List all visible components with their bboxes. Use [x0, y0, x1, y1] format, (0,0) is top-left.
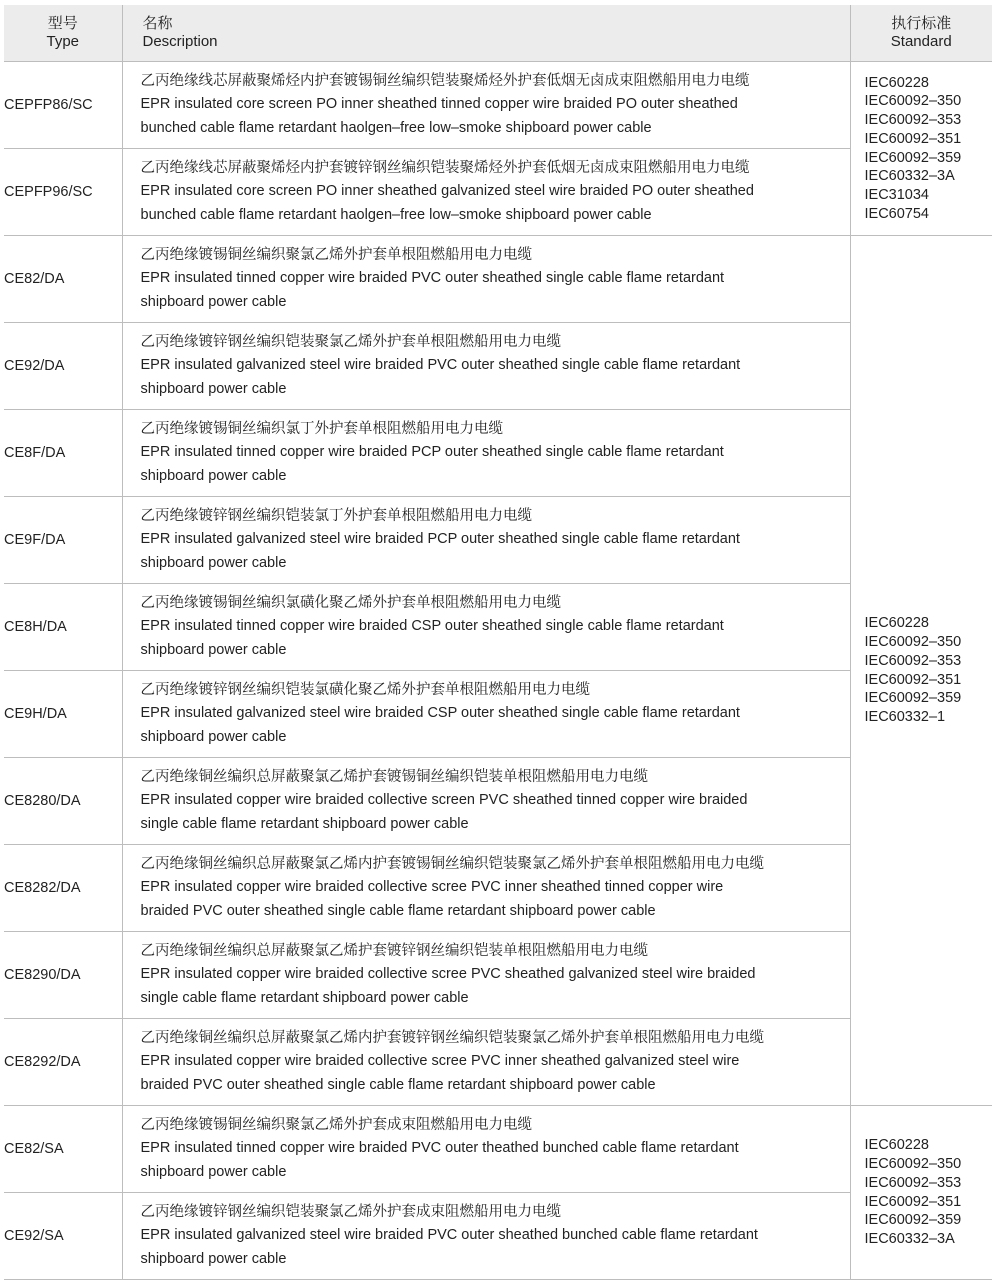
cable-description [122, 323, 850, 410]
table-row [4, 758, 992, 845]
cable-type-code: CE8280/DA [4, 758, 122, 845]
standard-group [850, 1106, 992, 1280]
description-line-zh: 乙丙绝缘铜丝编织总屏蔽聚氯乙烯护套镀锌钢丝编织铠装单根阻燃船用电力电缆 [140, 942, 648, 959]
standard-item: IEC60092–359 [864, 149, 962, 166]
description-line-en: shipboard power cable [140, 728, 287, 745]
cable-description [122, 1193, 850, 1280]
header-type-en: Type [46, 33, 80, 50]
standard-item: IEC60092–350 [864, 1156, 962, 1173]
cable-type-code: CE9F/DA [4, 497, 122, 584]
description-line-en: single cable flame retardant shipboard power cable [140, 815, 469, 832]
standard-item: IEC60092–353 [864, 1174, 962, 1191]
description-line-zh: 乙丙绝缘线芯屏蔽聚烯烃内护套镀锡铜丝编织铠装聚烯烃外护套低烟无卤成束阻燃船用电力电缆 [140, 72, 750, 89]
standard-item: IEC60092–353 [864, 112, 962, 129]
standard-item: IEC60754 [864, 205, 929, 222]
description-line-en: shipboard power cable [140, 380, 287, 397]
cable-type-code: CE8F/DA [4, 410, 122, 497]
description-line-zh: 乙丙绝缘镀锌钢丝编织铠装氯丁外护套单根阻燃船用电力电缆 [140, 507, 532, 524]
cable-description [122, 1019, 850, 1106]
cable-description [122, 1106, 850, 1193]
description-line-en: bunched cable flame retardant haolgen–free low–smoke shipboard power cable [140, 206, 652, 223]
table-body [4, 62, 992, 1280]
table-row [4, 1019, 992, 1106]
cable-type-code: CE9H/DA [4, 671, 122, 758]
cable-description [122, 758, 850, 845]
table-row [4, 149, 992, 236]
description-line-en: EPR insulated copper wire braided collective scree PVC inner sheathed tinned copper wire [140, 879, 724, 896]
standard-group [850, 62, 992, 236]
description-line-zh: 乙丙绝缘镀锌钢丝编织铠装聚氯乙烯外护套单根阻燃船用电力电缆 [140, 333, 561, 350]
cable-description [122, 845, 850, 932]
cable-type-code: CE82/DA [4, 236, 122, 323]
table-row [4, 323, 992, 410]
header-desc-en: Description [142, 33, 218, 50]
description-line-en: shipboard power cable [140, 641, 287, 658]
header-type [4, 5, 122, 62]
standard-item: IEC60092–351 [864, 671, 962, 688]
table-row [4, 62, 992, 149]
cable-description [122, 497, 850, 584]
description-line-en: EPR insulated copper wire braided collective scree PVC sheathed galvanized steel wire braided [140, 966, 756, 983]
description-line-en: bunched cable flame retardant haolgen–free low–smoke shipboard power cable [140, 119, 652, 136]
description-line-zh: 乙丙绝缘铜丝编织总屏蔽聚氯乙烯内护套镀锡铜丝编织铠装聚氯乙烯外护套单根阻燃船用电力电缆 [140, 855, 764, 872]
description-line-en: shipboard power cable [140, 1250, 287, 1267]
cable-type-code: CE92/DA [4, 323, 122, 410]
cable-type-code: CE8H/DA [4, 584, 122, 671]
header-standard [850, 5, 992, 62]
standard-item: IEC60228 [864, 1137, 929, 1154]
table-header-row [4, 5, 992, 62]
description-line-zh: 乙丙绝缘镀锡铜丝编织氯丁外护套单根阻燃船用电力电缆 [140, 420, 503, 437]
table-row [4, 236, 992, 323]
standard-item: IEC60092–350 [864, 93, 962, 110]
cable-description [122, 410, 850, 497]
header-desc-zh: 名称 [142, 15, 173, 32]
cable-description [122, 149, 850, 236]
standard-item: IEC60332–3A [864, 168, 955, 185]
standard-item: IEC60228 [864, 615, 929, 632]
table-row [4, 584, 992, 671]
description-line-en: braided PVC outer sheathed single cable flame retardant shipboard power cable [140, 1076, 656, 1093]
cable-type-code: CE8282/DA [4, 845, 122, 932]
description-line-zh: 乙丙绝缘镀锌钢丝编织铠装聚氯乙烯外护套成束阻燃船用电力电缆 [140, 1203, 561, 1220]
cable-description [122, 671, 850, 758]
table-row [4, 410, 992, 497]
description-line-en: shipboard power cable [140, 554, 287, 571]
standard-item: IEC60092–351 [864, 1193, 962, 1210]
standard-item: IEC60228 [864, 74, 929, 91]
description-line-en: EPR insulated galvanized steel wire braided PCP outer sheathed single cable flame retardant [140, 531, 740, 548]
cable-description [122, 62, 850, 149]
cable-description [122, 236, 850, 323]
description-line-en: shipboard power cable [140, 467, 287, 484]
standard-item: IEC60092–353 [864, 652, 962, 669]
description-line-en: EPR insulated core screen PO inner sheathed tinned copper wire braided PO outer sheathed [140, 96, 738, 113]
description-line-en: EPR insulated galvanized steel wire braided CSP outer sheathed single cable flame retardant [140, 705, 740, 722]
cable-type-code: CE82/SA [4, 1106, 122, 1193]
description-line-en: EPR insulated galvanized steel wire braided PVC outer sheathed single cable flame retardant [140, 357, 741, 374]
description-line-zh: 乙丙绝缘镀锡铜丝编织聚氯乙烯外护套单根阻燃船用电力电缆 [140, 246, 532, 263]
cable-type-code: CE8290/DA [4, 932, 122, 1019]
description-line-en: EPR insulated tinned copper wire braided PCP outer sheathed single cable flame retardant [140, 444, 724, 461]
standard-item: IEC60092–351 [864, 130, 962, 147]
table-row [4, 1106, 992, 1193]
table-row [4, 1193, 992, 1280]
description-line-en: EPR insulated tinned copper wire braided PVC outer sheathed single cable flame retardant [140, 270, 725, 287]
cable-description [122, 932, 850, 1019]
description-line-zh: 乙丙绝缘铜丝编织总屏蔽聚氯乙烯内护套镀锌钢丝编织铠装聚氯乙烯外护套单根阻燃船用电力电缆 [140, 1029, 764, 1046]
description-line-en: EPR insulated core screen PO inner sheathed galvanized steel wire braided PO outer sheathed [140, 183, 754, 200]
table-row [4, 845, 992, 932]
standard-item: IEC60092–359 [864, 690, 962, 707]
description-line-zh: 乙丙绝缘铜丝编织总屏蔽聚氯乙烯护套镀锡铜丝编织铠装单根阻燃船用电力电缆 [140, 768, 648, 785]
table-row [4, 932, 992, 1019]
table-row [4, 671, 992, 758]
description-line-en: EPR insulated tinned copper wire braided PVC outer theathed bunched cable flame retardant [140, 1140, 739, 1157]
description-line-en: EPR insulated copper wire braided collective screen PVC sheathed tinned copper wire braided [140, 792, 748, 809]
table-row [4, 497, 992, 584]
standard-item: IEC31034 [864, 186, 929, 203]
header-std-zh: 执行标准 [891, 15, 952, 32]
description-line-zh: 乙丙绝缘线芯屏蔽聚烯烃内护套镀锌钢丝编织铠装聚烯烃外护套低烟无卤成束阻燃船用电力电缆 [140, 159, 750, 176]
standard-item: IEC60332–1 [864, 708, 946, 725]
header-description [122, 5, 850, 62]
cable-spec-table [4, 5, 992, 1280]
standard-item: IEC60092–359 [864, 1212, 962, 1229]
description-line-en: EPR insulated copper wire braided collective scree PVC inner sheathed galvanized steel wire [140, 1053, 740, 1070]
cable-description [122, 584, 850, 671]
standard-item: IEC60332–3A [864, 1230, 955, 1247]
description-line-zh: 乙丙绝缘镀锡铜丝编织聚氯乙烯外护套成束阻燃船用电力电缆 [140, 1116, 532, 1133]
cable-type-code: CEPFP96/SC [4, 149, 122, 236]
description-line-en: shipboard power cable [140, 293, 287, 310]
description-line-en: single cable flame retardant shipboard power cable [140, 989, 469, 1006]
cable-type-code: CE92/SA [4, 1193, 122, 1280]
cable-type-code: CEPFP86/SC [4, 62, 122, 149]
description-line-en: braided PVC outer sheathed single cable flame retardant shipboard power cable [140, 902, 656, 919]
standard-item: IEC60092–350 [864, 634, 962, 651]
cable-type-code: CE8292/DA [4, 1019, 122, 1106]
description-line-en: EPR insulated tinned copper wire braided CSP outer sheathed single cable flame retardant [140, 618, 724, 635]
header-type-zh: 型号 [47, 15, 78, 32]
standard-group [850, 236, 992, 1106]
description-line-zh: 乙丙绝缘镀锡铜丝编织氯磺化聚乙烯外护套单根阻燃船用电力电缆 [140, 594, 561, 611]
description-line-zh: 乙丙绝缘镀锌钢丝编织铠装氯磺化聚乙烯外护套单根阻燃船用电力电缆 [140, 681, 590, 698]
header-std-en: Standard [890, 33, 952, 50]
description-line-en: shipboard power cable [140, 1163, 287, 1180]
description-line-en: EPR insulated galvanized steel wire braided PVC outer sheathed bunched cable flame retardant [140, 1227, 758, 1244]
